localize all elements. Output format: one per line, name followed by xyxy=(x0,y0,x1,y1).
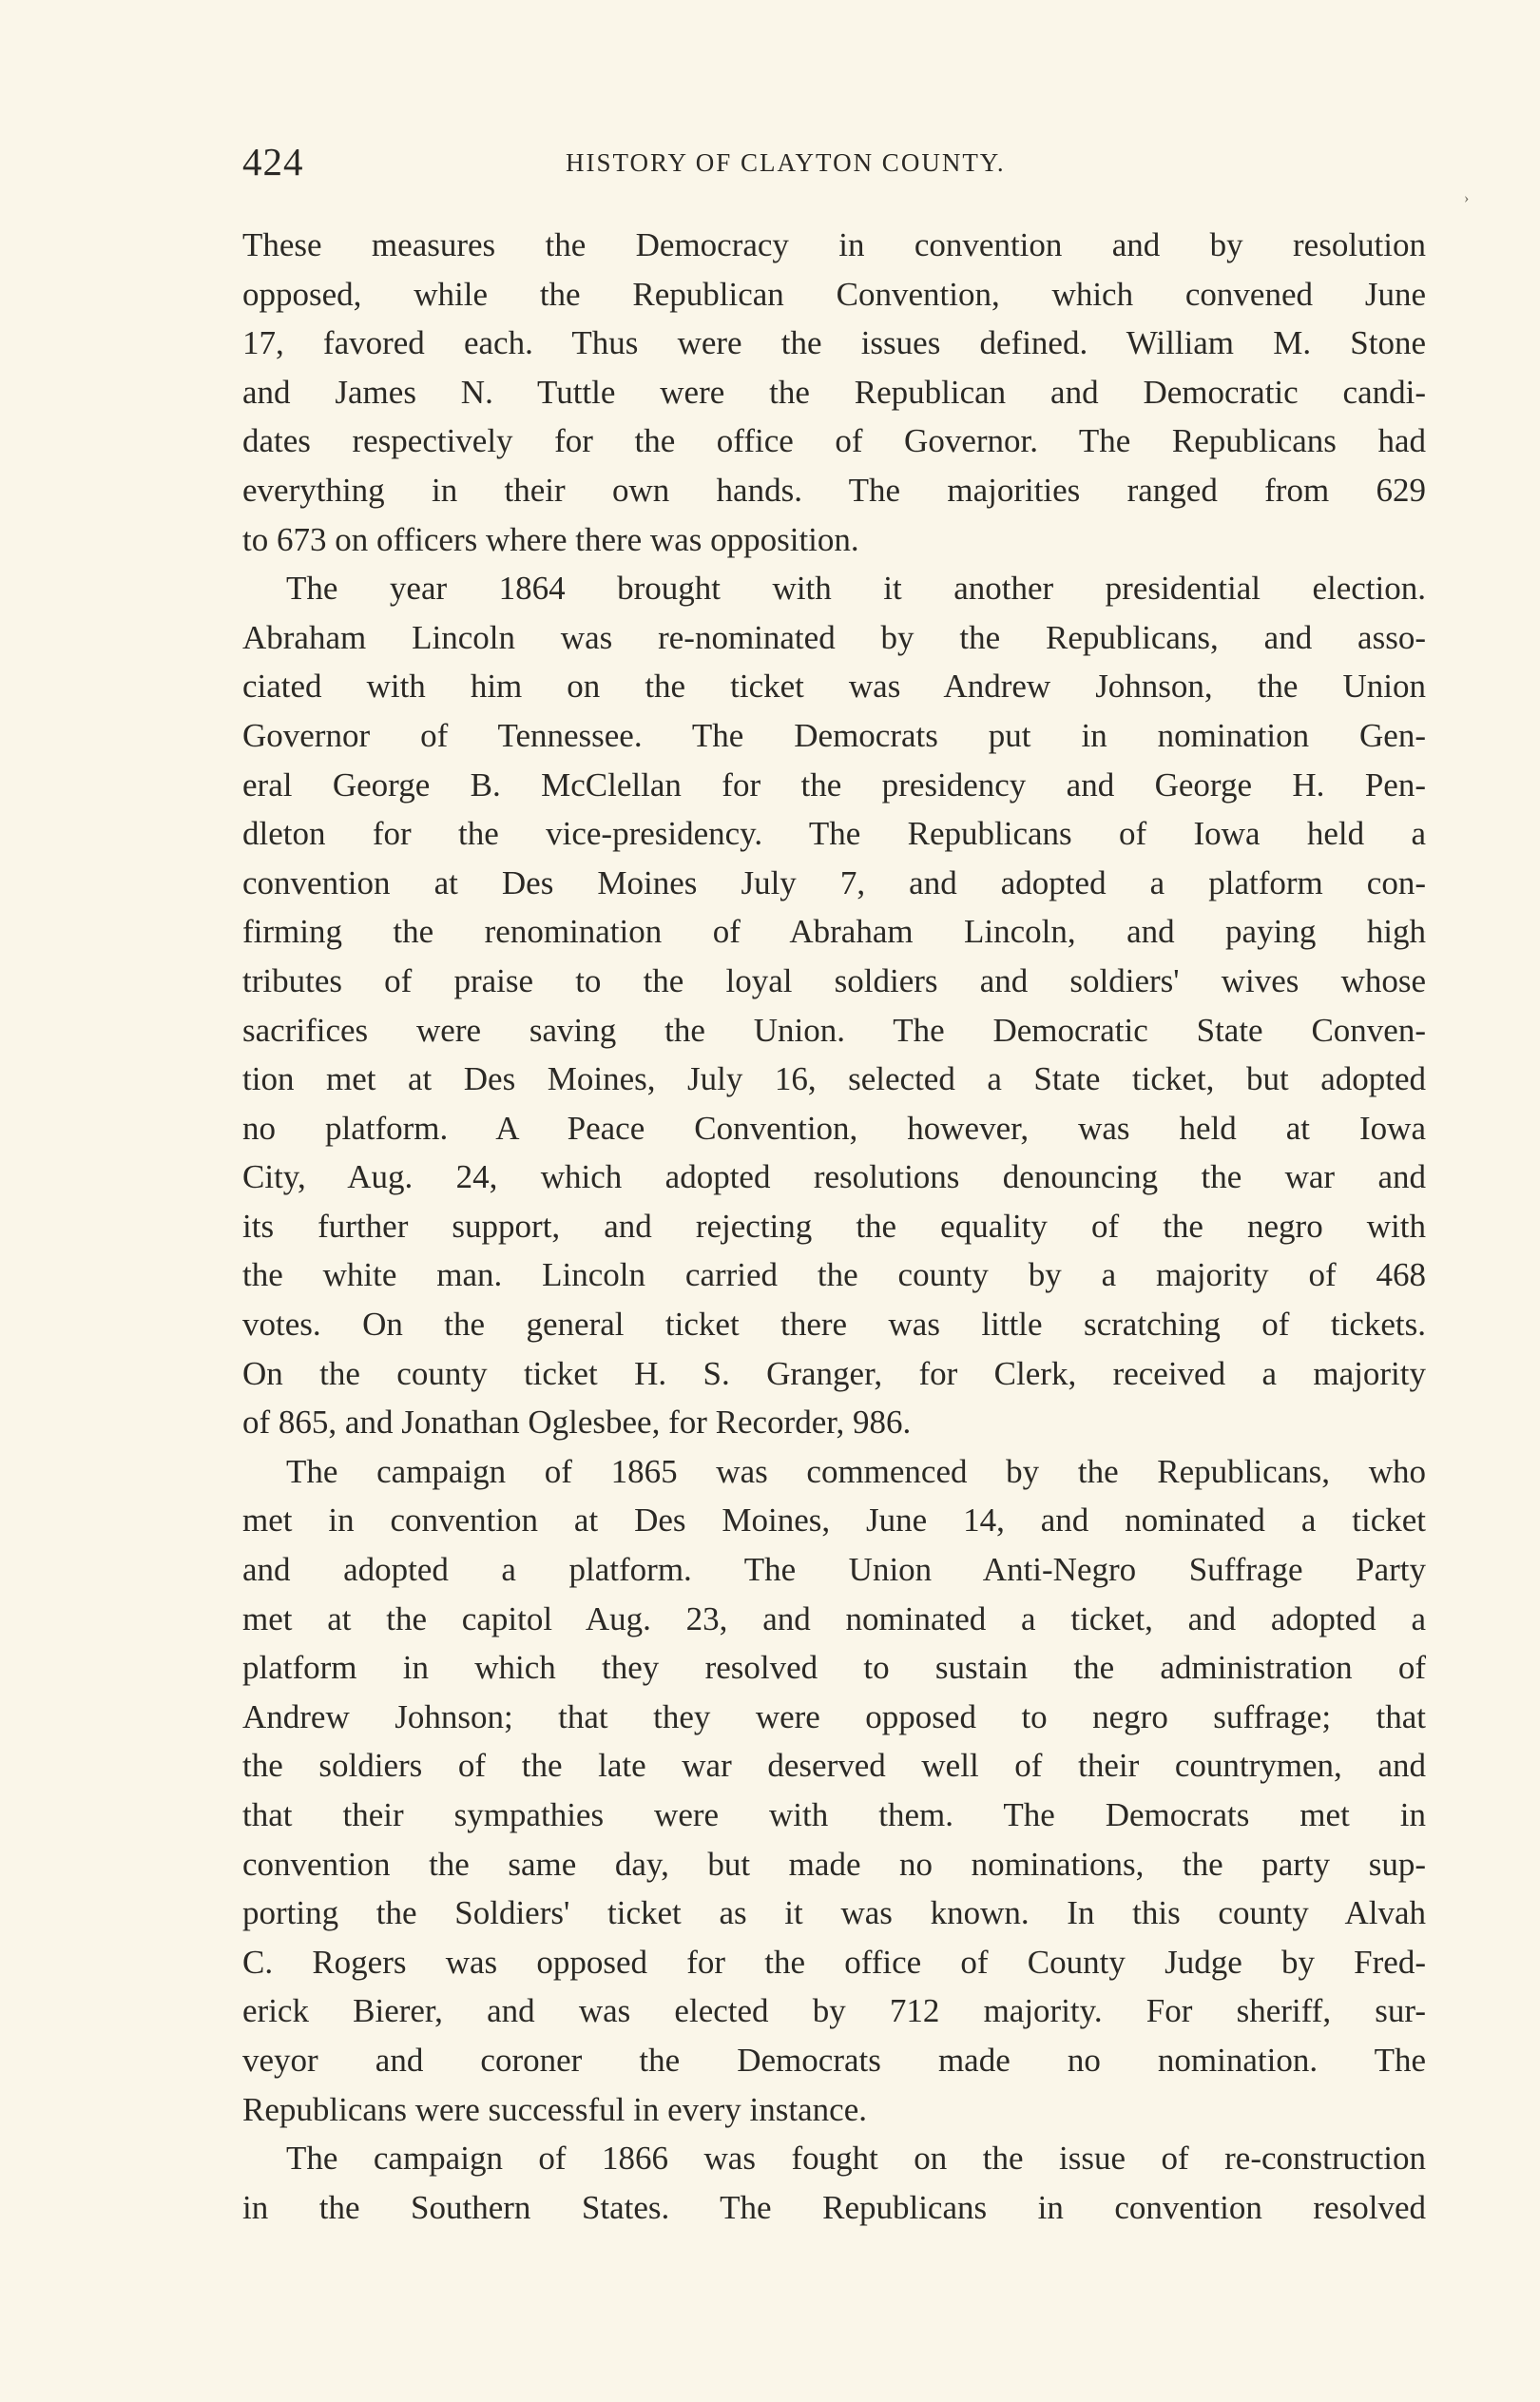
text-line: in the Southern States. The Republicans in convention resolved xyxy=(242,2188,1426,2226)
text-line: everything in their own hands. The majorities ranged from 629 xyxy=(242,471,1426,509)
page-number: 424 xyxy=(242,140,304,184)
text-line: Abraham Lincoln was re-nominated by the Republicans, and asso- xyxy=(242,618,1426,656)
text-line: The campaign of 1865 was commenced by the Republicans, who xyxy=(286,1452,1426,1490)
text-line: tion met at Des Moines, July 16, selected a State ticket, but adopted xyxy=(242,1060,1426,1098)
text-line: dleton for the vice-presidency. The Republicans of Iowa held a xyxy=(242,815,1426,853)
text-line: dates respectively for the office of Governor. The Republicans had xyxy=(242,422,1426,460)
text-line: These measures the Democracy in convention and by resolution xyxy=(242,226,1426,263)
text-line: C. Rogers was opposed for the office of County Judge by Fred- xyxy=(242,1943,1426,1981)
text-line: tributes of praise to the loyal soldiers and soldiers' wives whose xyxy=(242,961,1426,999)
body-text xyxy=(242,221,1426,2232)
text-line: On the county ticket H. S. Granger, for Clerk, received a majority xyxy=(242,1354,1426,1392)
running-head: HISTORY OF CLAYTON COUNTY. xyxy=(566,148,1006,177)
text-line: platform in which they resolved to sustain the administration of xyxy=(242,1649,1426,1687)
text-line: its further support, and rejecting the equality of the negro with xyxy=(242,1207,1426,1245)
text-line: firming the renomination of Abraham Lincoln, and paying high xyxy=(242,913,1426,951)
text-line: City, Aug. 24, which adopted resolutions denouncing the war and xyxy=(242,1158,1426,1196)
text-line: erick Bierer, and was elected by 712 majority. For sheriff, sur- xyxy=(242,1992,1426,2030)
text-line: The campaign of 1866 was fought on the issue of re-construction xyxy=(286,2140,1426,2178)
text-line: convention at Des Moines July 7, and adopted a platform con- xyxy=(242,863,1426,901)
text-line: Republicans were successful in every instance. xyxy=(242,2090,867,2128)
text-line: convention the same day, but made no nominations, the party sup- xyxy=(242,1845,1426,1883)
margin-mark: › xyxy=(1464,190,1470,206)
text-line: Governor of Tennessee. The Democrats put in nomination Gen- xyxy=(242,716,1426,754)
text-line: ciated with him on the ticket was Andrew Johnson, the Union xyxy=(242,668,1426,706)
text-line: and James N. Tuttle were the Republican and Democratic candi- xyxy=(242,373,1426,411)
text-line: opposed, while the Republican Convention, which convened June xyxy=(242,275,1426,313)
text-line: of 865, and Jonathan Oglesbee, for Recorder, 986. xyxy=(242,1404,912,1442)
text-line: votes. On the general ticket there was little scratching of tickets. xyxy=(242,1306,1426,1344)
text-line: that their sympathies were with them. The Democrats met in xyxy=(242,1796,1426,1833)
text-line: met in convention at Des Moines, June 14, and nominated a ticket xyxy=(242,1501,1426,1540)
text-line: the white man. Lincoln carried the county by a majority of 468 xyxy=(242,1256,1426,1294)
text-line: Andrew Johnson; that they were opposed to negro suffrage; that xyxy=(242,1697,1426,1735)
text-line: eral George B. McClellan for the presidency and George H. Pen- xyxy=(242,765,1426,804)
text-line: to 673 on officers where there was opposition. xyxy=(242,520,859,558)
text-line: the soldiers of the late war deserved well of their countrymen, and xyxy=(242,1747,1426,1785)
text-line: and adopted a platform. The Union Anti-Negro Suffrage Party xyxy=(242,1551,1426,1589)
text-line: met at the capitol Aug. 23, and nominated a ticket, and adopted a xyxy=(242,1599,1426,1637)
text-line: no platform. A Peace Convention, however, was held at Iowa xyxy=(242,1109,1426,1147)
text-line: The year 1864 brought with it another presidential election. xyxy=(286,570,1426,608)
text-line: veyor and coroner the Democrats made no nomination. The xyxy=(242,2041,1426,2079)
text-line: sacrifices were saving the Union. The Democratic State Conven- xyxy=(242,1011,1426,1049)
text-line: 17, favored each. Thus were the issues defined. William M. Stone xyxy=(242,324,1426,362)
text-line: porting the Soldiers' ticket as it was known. In this county Alvah xyxy=(242,1894,1426,1932)
page-header xyxy=(242,139,1426,186)
